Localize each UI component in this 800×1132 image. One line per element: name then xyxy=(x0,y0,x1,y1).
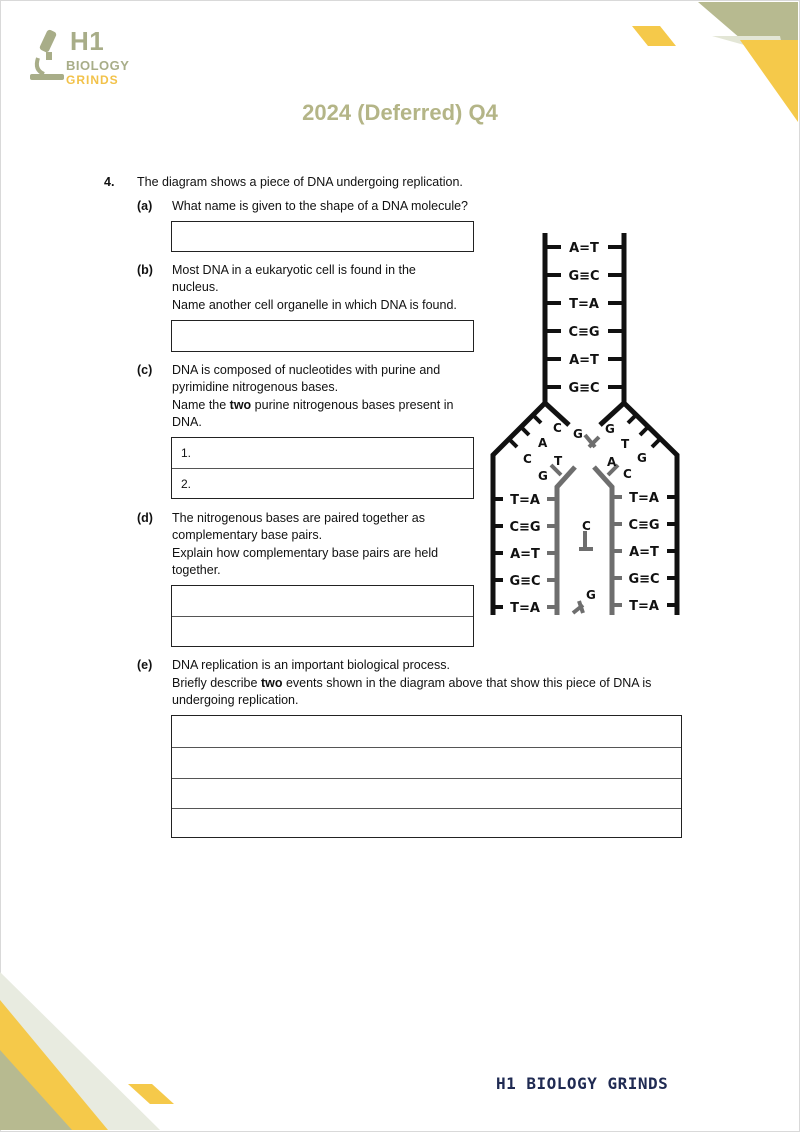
part-e-line2-pre: Briefly describe xyxy=(172,676,261,690)
logo-biology: BIOLOGY xyxy=(66,58,130,73)
fork-left-base-3: T xyxy=(554,454,563,468)
strand-right-new xyxy=(594,467,612,615)
top-base-pairs xyxy=(568,241,599,396)
part-d-line2: complementary base pairs. xyxy=(172,528,323,542)
loose-base-c: C xyxy=(582,519,591,533)
part-e-label: (e) xyxy=(137,658,153,672)
fork-left-base-5: G xyxy=(538,469,548,483)
top-base-pair: A=T xyxy=(569,353,599,368)
left-base-pair: G≡C xyxy=(509,574,541,589)
loose-nucleotide-top xyxy=(585,435,599,447)
top-base-pair: C≡G xyxy=(568,325,600,340)
part-a-answer-box[interactable] xyxy=(171,221,474,252)
part-c-line1: DNA is composed of nucleotides with purine and xyxy=(172,363,441,377)
top-base-pair: G≡C xyxy=(568,381,600,396)
part-b-answer-box[interactable] xyxy=(171,320,474,352)
microscope-icon xyxy=(28,28,68,84)
right-base-pair: C≡G xyxy=(628,518,660,533)
part-e-answer-box[interactable] xyxy=(171,715,682,838)
fork-left-base-2: A xyxy=(538,436,548,450)
part-a-label: (a) xyxy=(137,199,153,213)
left-base-pair: T=A xyxy=(510,493,540,508)
strand-left-new xyxy=(557,467,575,615)
part-e-line2 xyxy=(172,675,651,692)
part-e-line1: DNA replication is an important biological process. xyxy=(172,658,450,672)
top-base-pair: A=T xyxy=(569,241,599,256)
part-d-line3: Explain how complementary base pairs are held xyxy=(172,546,439,560)
part-d-line4: together. xyxy=(172,563,221,577)
row-divider xyxy=(172,468,473,469)
part-c-line2: pyrimidine nitrogenous bases. xyxy=(172,380,339,394)
fork-right-base-5: G xyxy=(637,451,647,465)
logo-grinds: GRINDS xyxy=(66,73,119,87)
part-d-answer-box[interactable] xyxy=(171,585,474,647)
fork-right-base-1: G xyxy=(605,422,615,436)
top-base-pair: T=A xyxy=(569,297,599,312)
right-base-pair: G≡C xyxy=(628,572,660,587)
top-base-pair: G≡C xyxy=(568,269,600,284)
loose-base-g-bottom: G xyxy=(586,588,596,602)
part-e-line3: undergoing replication. xyxy=(172,693,299,707)
logo-h1: H1 xyxy=(70,26,105,56)
answer-row-2-label: 2. xyxy=(181,477,192,491)
left-base-pair: T=A xyxy=(510,601,540,616)
right-base-pair: T=A xyxy=(629,599,659,614)
fork-right-base-2: T xyxy=(621,437,630,451)
part-b-line1: Most DNA in a eukaryotic cell is found in the xyxy=(172,263,416,277)
part-e-emphasis: two xyxy=(260,676,283,690)
part-b-label: (b) xyxy=(137,263,153,277)
part-c-emphasis: two xyxy=(229,398,252,412)
part-c-line3 xyxy=(172,397,453,414)
fork-left-base-4: C xyxy=(523,452,532,466)
fork-left-base-1: C xyxy=(553,421,562,435)
loose-base-g: G xyxy=(573,427,583,441)
left-base-pairs xyxy=(509,493,540,616)
part-c-label: (c) xyxy=(137,363,153,377)
loose-nucleotide-bottom xyxy=(573,601,583,613)
left-base-pair: C≡G xyxy=(509,520,541,535)
page-title: 2024 (Deferred) Q4 xyxy=(302,100,498,125)
part-b-line2: nucleus. xyxy=(172,280,219,294)
answer-row-1-label: 1. xyxy=(181,446,192,460)
question-number: 4. xyxy=(104,175,115,189)
part-c-answer-table xyxy=(171,437,474,499)
row-divider xyxy=(172,808,681,809)
loose-nucleotide-mid xyxy=(579,531,593,549)
right-base-pair: A=T xyxy=(629,545,659,560)
row-divider xyxy=(172,747,681,748)
footer-brand: H1 BIOLOGY GRINDS xyxy=(496,1074,669,1093)
row-divider xyxy=(172,778,681,779)
part-c-line4: DNA. xyxy=(172,415,202,429)
part-a-text: What name is given to the shape of a DNA molecule? xyxy=(172,199,468,213)
dna-replication-diagram xyxy=(487,225,687,625)
part-d-line1: The nitrogenous bases are paired together as xyxy=(172,511,425,525)
logo xyxy=(28,28,138,88)
part-b-line3: Name another cell organelle in which DNA is found. xyxy=(172,298,457,312)
fork-right-base-4: C xyxy=(623,467,632,481)
part-d-label: (d) xyxy=(137,511,153,525)
part-e-line2-post: events shown in the diagram above that show this piece of DNA is xyxy=(282,676,652,690)
question-stem: The diagram shows a piece of DNA undergoing replication. xyxy=(137,175,463,189)
fork-right-base-3: A xyxy=(607,455,617,469)
row-divider xyxy=(172,616,473,617)
left-base-pair: A=T xyxy=(510,547,540,562)
right-base-pairs xyxy=(628,491,659,614)
right-base-pair: T=A xyxy=(629,491,659,506)
part-c-line3-pre: Name the xyxy=(172,398,230,412)
part-c-line3-post: purine nitrogenous bases present in xyxy=(251,398,454,412)
